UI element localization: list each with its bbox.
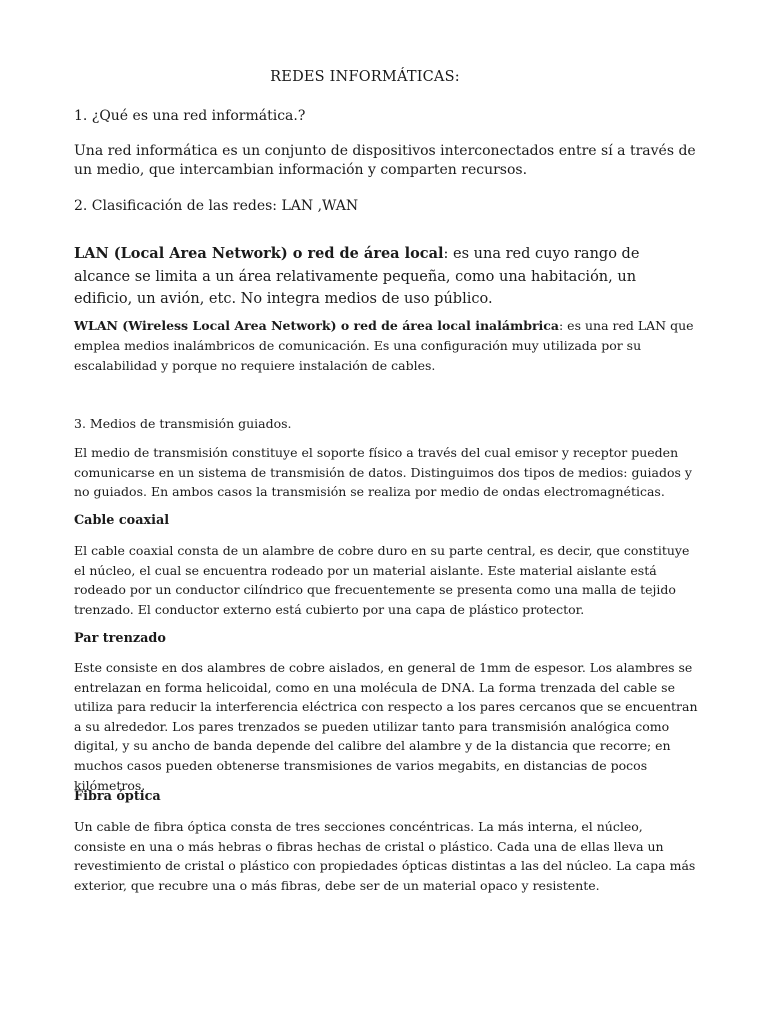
lan-definition — [74, 243, 698, 311]
twisted-pair-paragraph: Este consiste en dos alambres de cobre aislados, en general de 1mm de espesor. Los alambres se entrelazan en forma helicoidal, como en una molécula de DNA. La forma trenzada del cable se utiliza para reducir la interferencia eléctrica con respecto a los pares cercanos que se encuentran a su alrededor. Los pares trenzados se pueden utilizar tanto para transmisión analógica como digital, y su ancho de banda depende del calibre del alambre y de la distancia que recorre; en muchos casos pueden obtenerse transmisiones de varios megabits, en distancias de pocos kilómetros. — [74, 660, 698, 793]
fiber-optic-heading: Fibra óptica — [74, 789, 161, 804]
lan-term: LAN (Local Area Network) o red de área local — [74, 245, 444, 262]
section-1-heading: 1. ¿Qué es una red informática.? — [74, 108, 306, 124]
coaxial-heading: Cable coaxial — [74, 513, 170, 528]
section-1-paragraph: Una red informática es un conjunto de dispositivos interconectados entre sí a través de un medio, que intercambian información y comparten recursos. — [74, 143, 696, 178]
section-2-heading: 2. Clasificación de las redes: LAN ,WAN — [74, 198, 359, 214]
section-3-heading: 3. Medios de transmisión guiados. — [74, 416, 292, 431]
fiber-optic-paragraph: Un cable de fibra óptica consta de tres secciones concéntricas. La más interna, el núcleo, consiste en una o más hebras o fibras hechas de cristal o plástico. Cada una de ellas lleva un revestimiento de cristal o plástico con propiedades ópticas distintas a las del núcleo. La capa más exterior, que recubre una o más fibras, debe ser de un material opaco y resistente. — [74, 819, 696, 893]
wlan-definition — [74, 316, 698, 376]
document-title: REDES INFORMÁTICAS: — [270, 69, 460, 85]
lan-text: : es una red cuyo rango de alcance se limita a un área relativamente pequeña, como una habitación, un edificio, un avión, etc. No integra medios de uso público. — [74, 246, 640, 307]
section-3-intro: El medio de transmisión constituye el soporte físico a través del cual emisor y receptor pueden comunicarse en un sistema de transmisión de datos. Distinguimos dos tipos de medios: guiados y no guiados. En ambos casos la transmisión se realiza por medio de ondas electromagnéticas. — [74, 445, 692, 500]
coaxial-paragraph: El cable coaxial consta de un alambre de cobre duro en su parte central, es decir, que constituye el núcleo, el cual se encuentra rodeado por un material aislante. Este material aislante está rodeado por un conductor cilíndrico que frecuentemente se presenta como una malla de tejido trenzado. El conductor externo está cubierto por una capa de plástico protector. — [74, 543, 690, 617]
twisted-pair-heading: Par trenzado — [74, 631, 166, 646]
wlan-text: : es una red LAN que emplea medios inalámbricos de comunicación. Es una configuración muy utilizada por su escalabilidad y porque no requiere instalación de cables. — [74, 318, 694, 373]
wlan-term: WLAN (Wireless Local Area Network) o red de área local inalámbrica — [74, 318, 559, 333]
